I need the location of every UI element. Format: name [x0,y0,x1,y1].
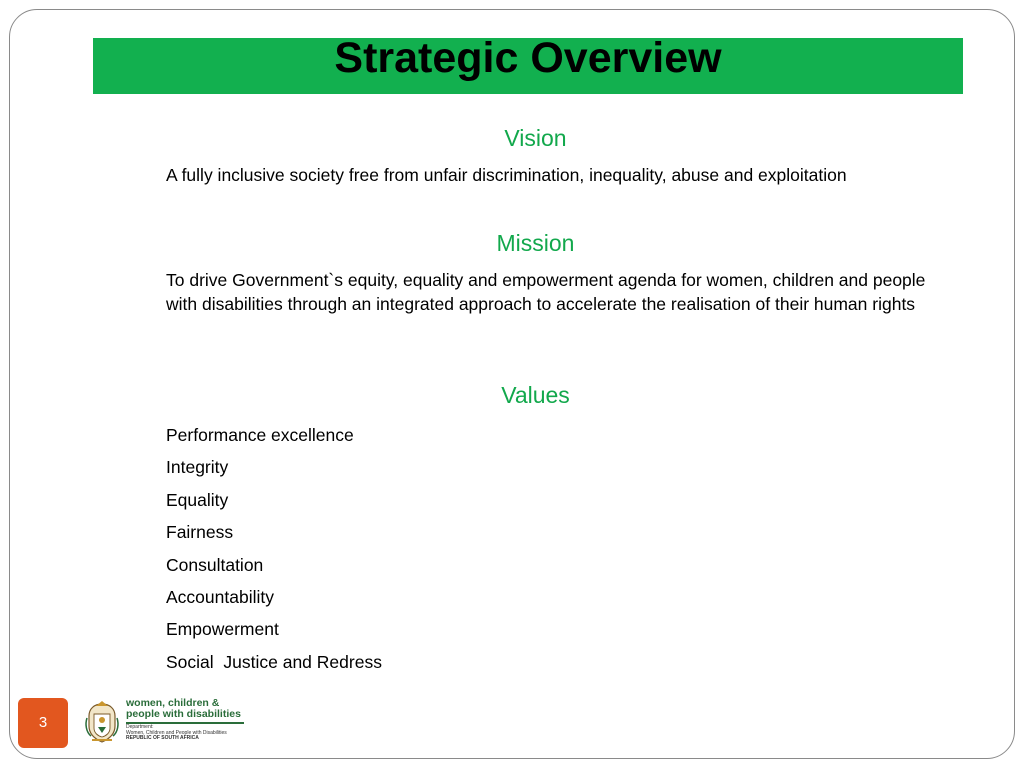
value-item: Consultation [166,554,264,575]
value-item: Equality [166,489,229,510]
values-list [166,419,382,678]
department-logo [84,698,254,746]
slide-title: Strategic Overview [334,34,722,82]
page-number-badge: 3 [18,698,68,748]
mission-heading: Mission [496,230,575,256]
value-item: Accountability [166,587,274,608]
value-item: Performance excellence [166,425,354,445]
mission-text: To drive Government`s equity, equality and empowerment agenda for women, children and people with disabilities through an integrated approach to accelerate the realisation of their human rights [166,270,926,314]
values-heading: Values [501,382,570,408]
coat-of-arms-icon [84,700,120,744]
value-item: Fairness [166,522,234,543]
value-item: Empowerment [166,619,279,640]
logo-subtitle: Department: Women, Children and People with Disabilities REPUBLIC OF SOUTH AFRICA [126,724,227,742]
logo-name: women, children & people with disabilities [126,697,241,720]
vision-heading: Vision [504,125,567,151]
vision-text: A fully inclusive society free from unfair discrimination, inequality, abuse and exploitation [166,165,847,185]
value-item: Social Justice and Redress [166,651,382,672]
value-item: Integrity [166,457,229,478]
